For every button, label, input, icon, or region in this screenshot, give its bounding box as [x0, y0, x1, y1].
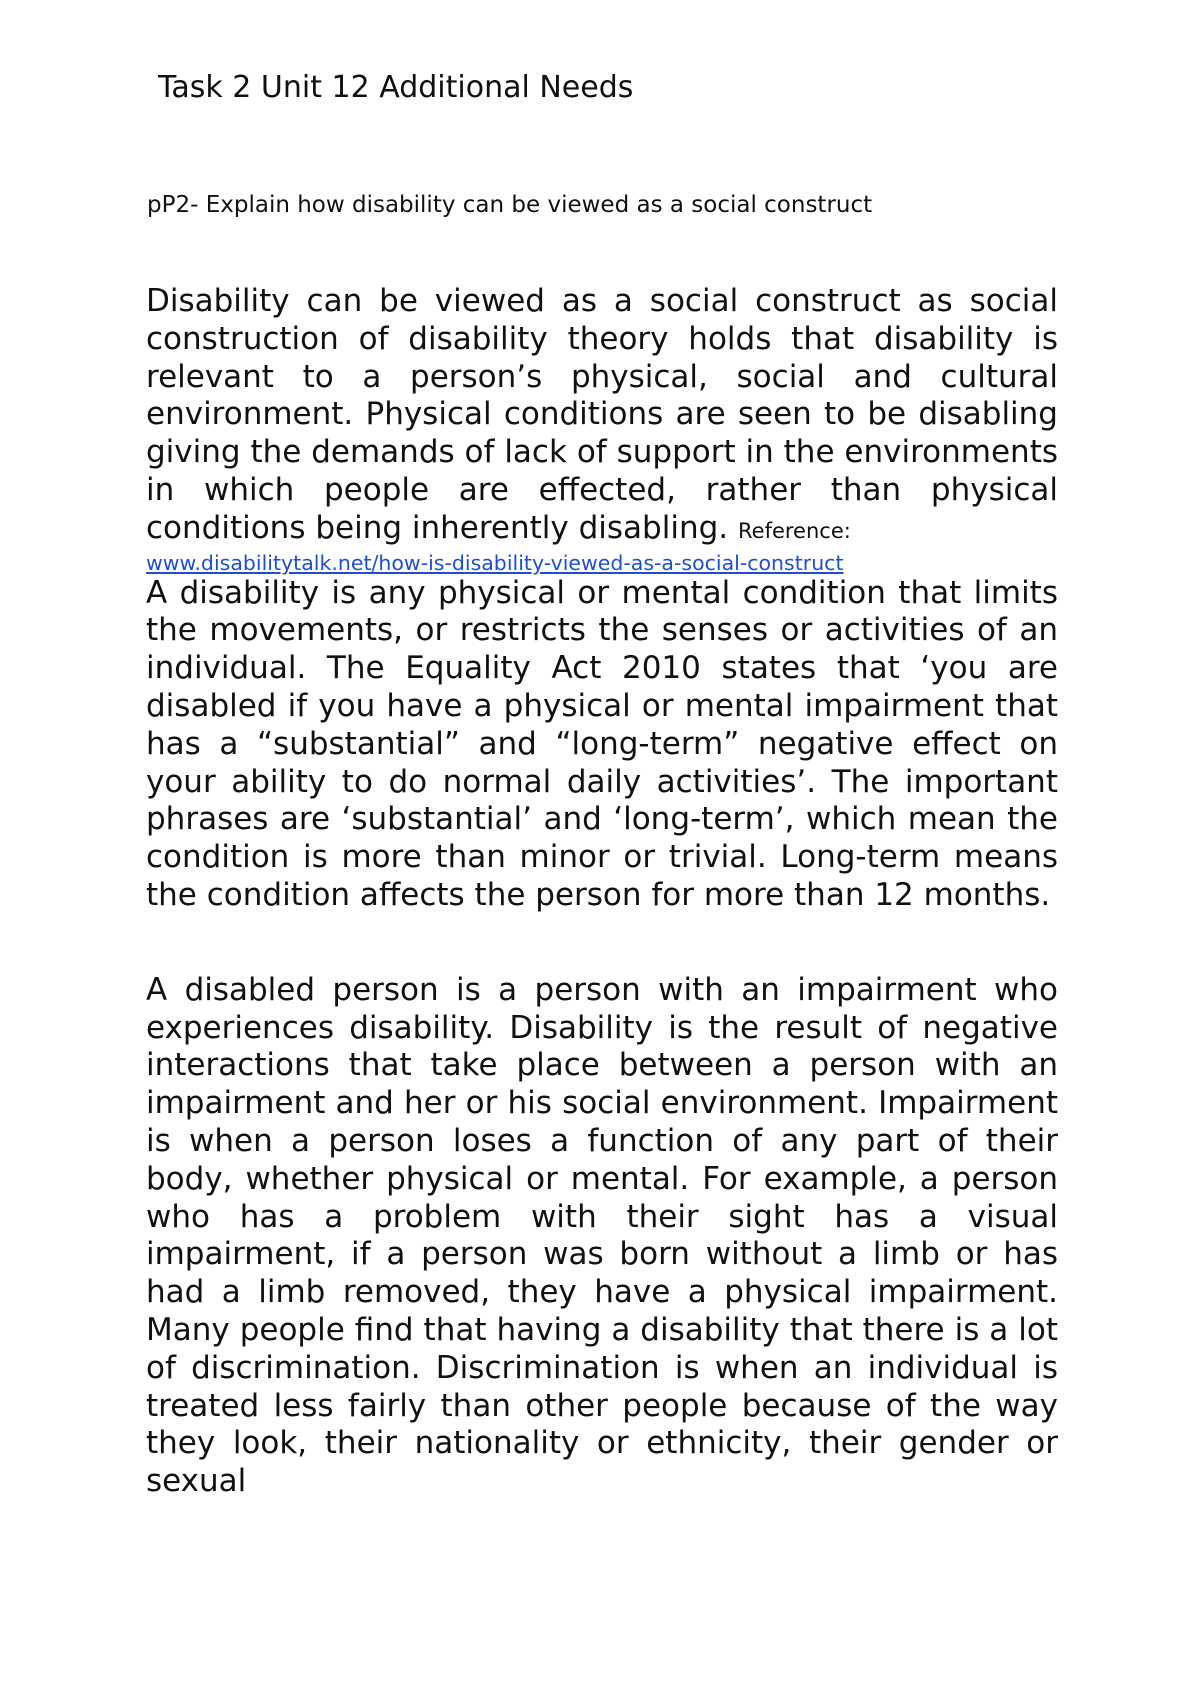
paragraph-gap — [146, 915, 1058, 972]
paragraph-social-construct — [146, 283, 1058, 575]
reference-link[interactable]: www.disabilitytalk.net/how-is-disability-viewed-as-a-social-construct — [146, 550, 844, 575]
document-title: Task 2 Unit 12 Additional Needs — [158, 70, 634, 105]
paragraph-1-text: Disability can be viewed as a social construct as social construction of disability theory holds that disability is relevant to a person’s physical, social and cultural environment. Physical conditions are seen to be disabling giving the demands of lack of support in the environments in which people are effected, rather than physical conditions being inherently disabling. — [146, 283, 1058, 546]
paragraph-definition: A disability is any physical or mental condition that limits the movements, or restricts the senses or activities of an individual. The Equality Act 2010 states that ‘you are disabled if you have a physical or mental impairment that has a “substantial” and “long-term” negative effect on your ability to do normal daily activities’. The important phrases are ‘substantial’ and ‘long-term’, which mean the condition is more than minor or trivial. Long-term means the condition affects the person for more than 12 months. — [146, 574, 1058, 913]
question-heading: pP2- Explain how disability can be viewed as a social construct — [147, 192, 873, 218]
reference-label: Reference: — [738, 518, 851, 543]
paragraph-impairment: A disabled person is a person with an impairment who experiences disability. Disability is the result of negative interactions that take place between a person with an impairment and her or his social environment. Impairment is when a person loses a function of any part of their body, whether physical or mental. For example, a person who has a problem with their sight has a visual impairment, if a person was born without a limb or has had a limb removed, they have a physical impairment. Many people find that having a disability that there is a lot of discrimination. Discrimination is when an individual is treated less fairly than other people because of the way they look, their nationality or ethnicity, their gender or sexual — [146, 971, 1058, 1500]
document-body — [146, 283, 1058, 1501]
